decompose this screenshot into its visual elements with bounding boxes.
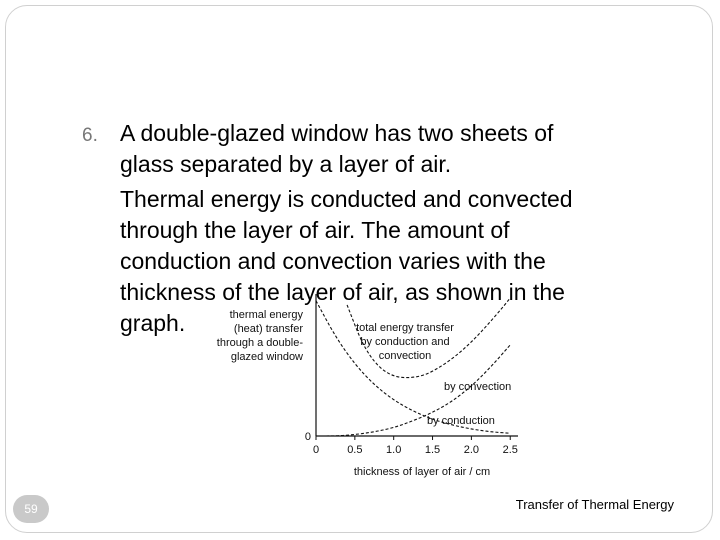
- series-label-2: total energy transfer: [356, 322, 454, 334]
- footer-title: Transfer of Thermal Energy: [515, 497, 674, 512]
- series-label-1: by conduction: [427, 415, 495, 427]
- x-axis-title: thickness of layer of air / cm: [353, 466, 491, 478]
- series-label-2: by conduction and: [360, 336, 450, 348]
- x-tick-label: 0: [312, 444, 320, 456]
- slide-number-badge: 59: [13, 495, 49, 523]
- question-paragraph-1: A double-glazed window has two sheets of glass separated by a layer of air.: [120, 120, 554, 177]
- series-label-0: by convection: [444, 381, 512, 393]
- y-axis-title-line: thermal energy: [229, 309, 303, 321]
- y-axis-title-line: glazed window: [230, 351, 303, 363]
- question-paragraph-2: Thermal energy is conducted and convected through the layer of air. The amount of conduction and convection varies with the thickness of the layer of air, as shown in the graph.: [120, 186, 573, 336]
- question-number: 6.: [82, 125, 98, 146]
- y-tick-label: 0: [304, 431, 311, 443]
- x-tick-label: 1.0: [386, 444, 402, 456]
- y-axis-title-line: (heat) transfer: [233, 323, 303, 335]
- question-block: [82, 118, 642, 339]
- x-tick-label: 0.5: [347, 444, 363, 456]
- series-label-2: convection: [378, 350, 432, 362]
- y-axis-title-line: through a double-: [216, 337, 303, 349]
- x-tick-label: 2.0: [463, 444, 480, 456]
- x-tick-label: 2.5: [502, 444, 518, 456]
- x-tick-label: 1.5: [424, 444, 441, 456]
